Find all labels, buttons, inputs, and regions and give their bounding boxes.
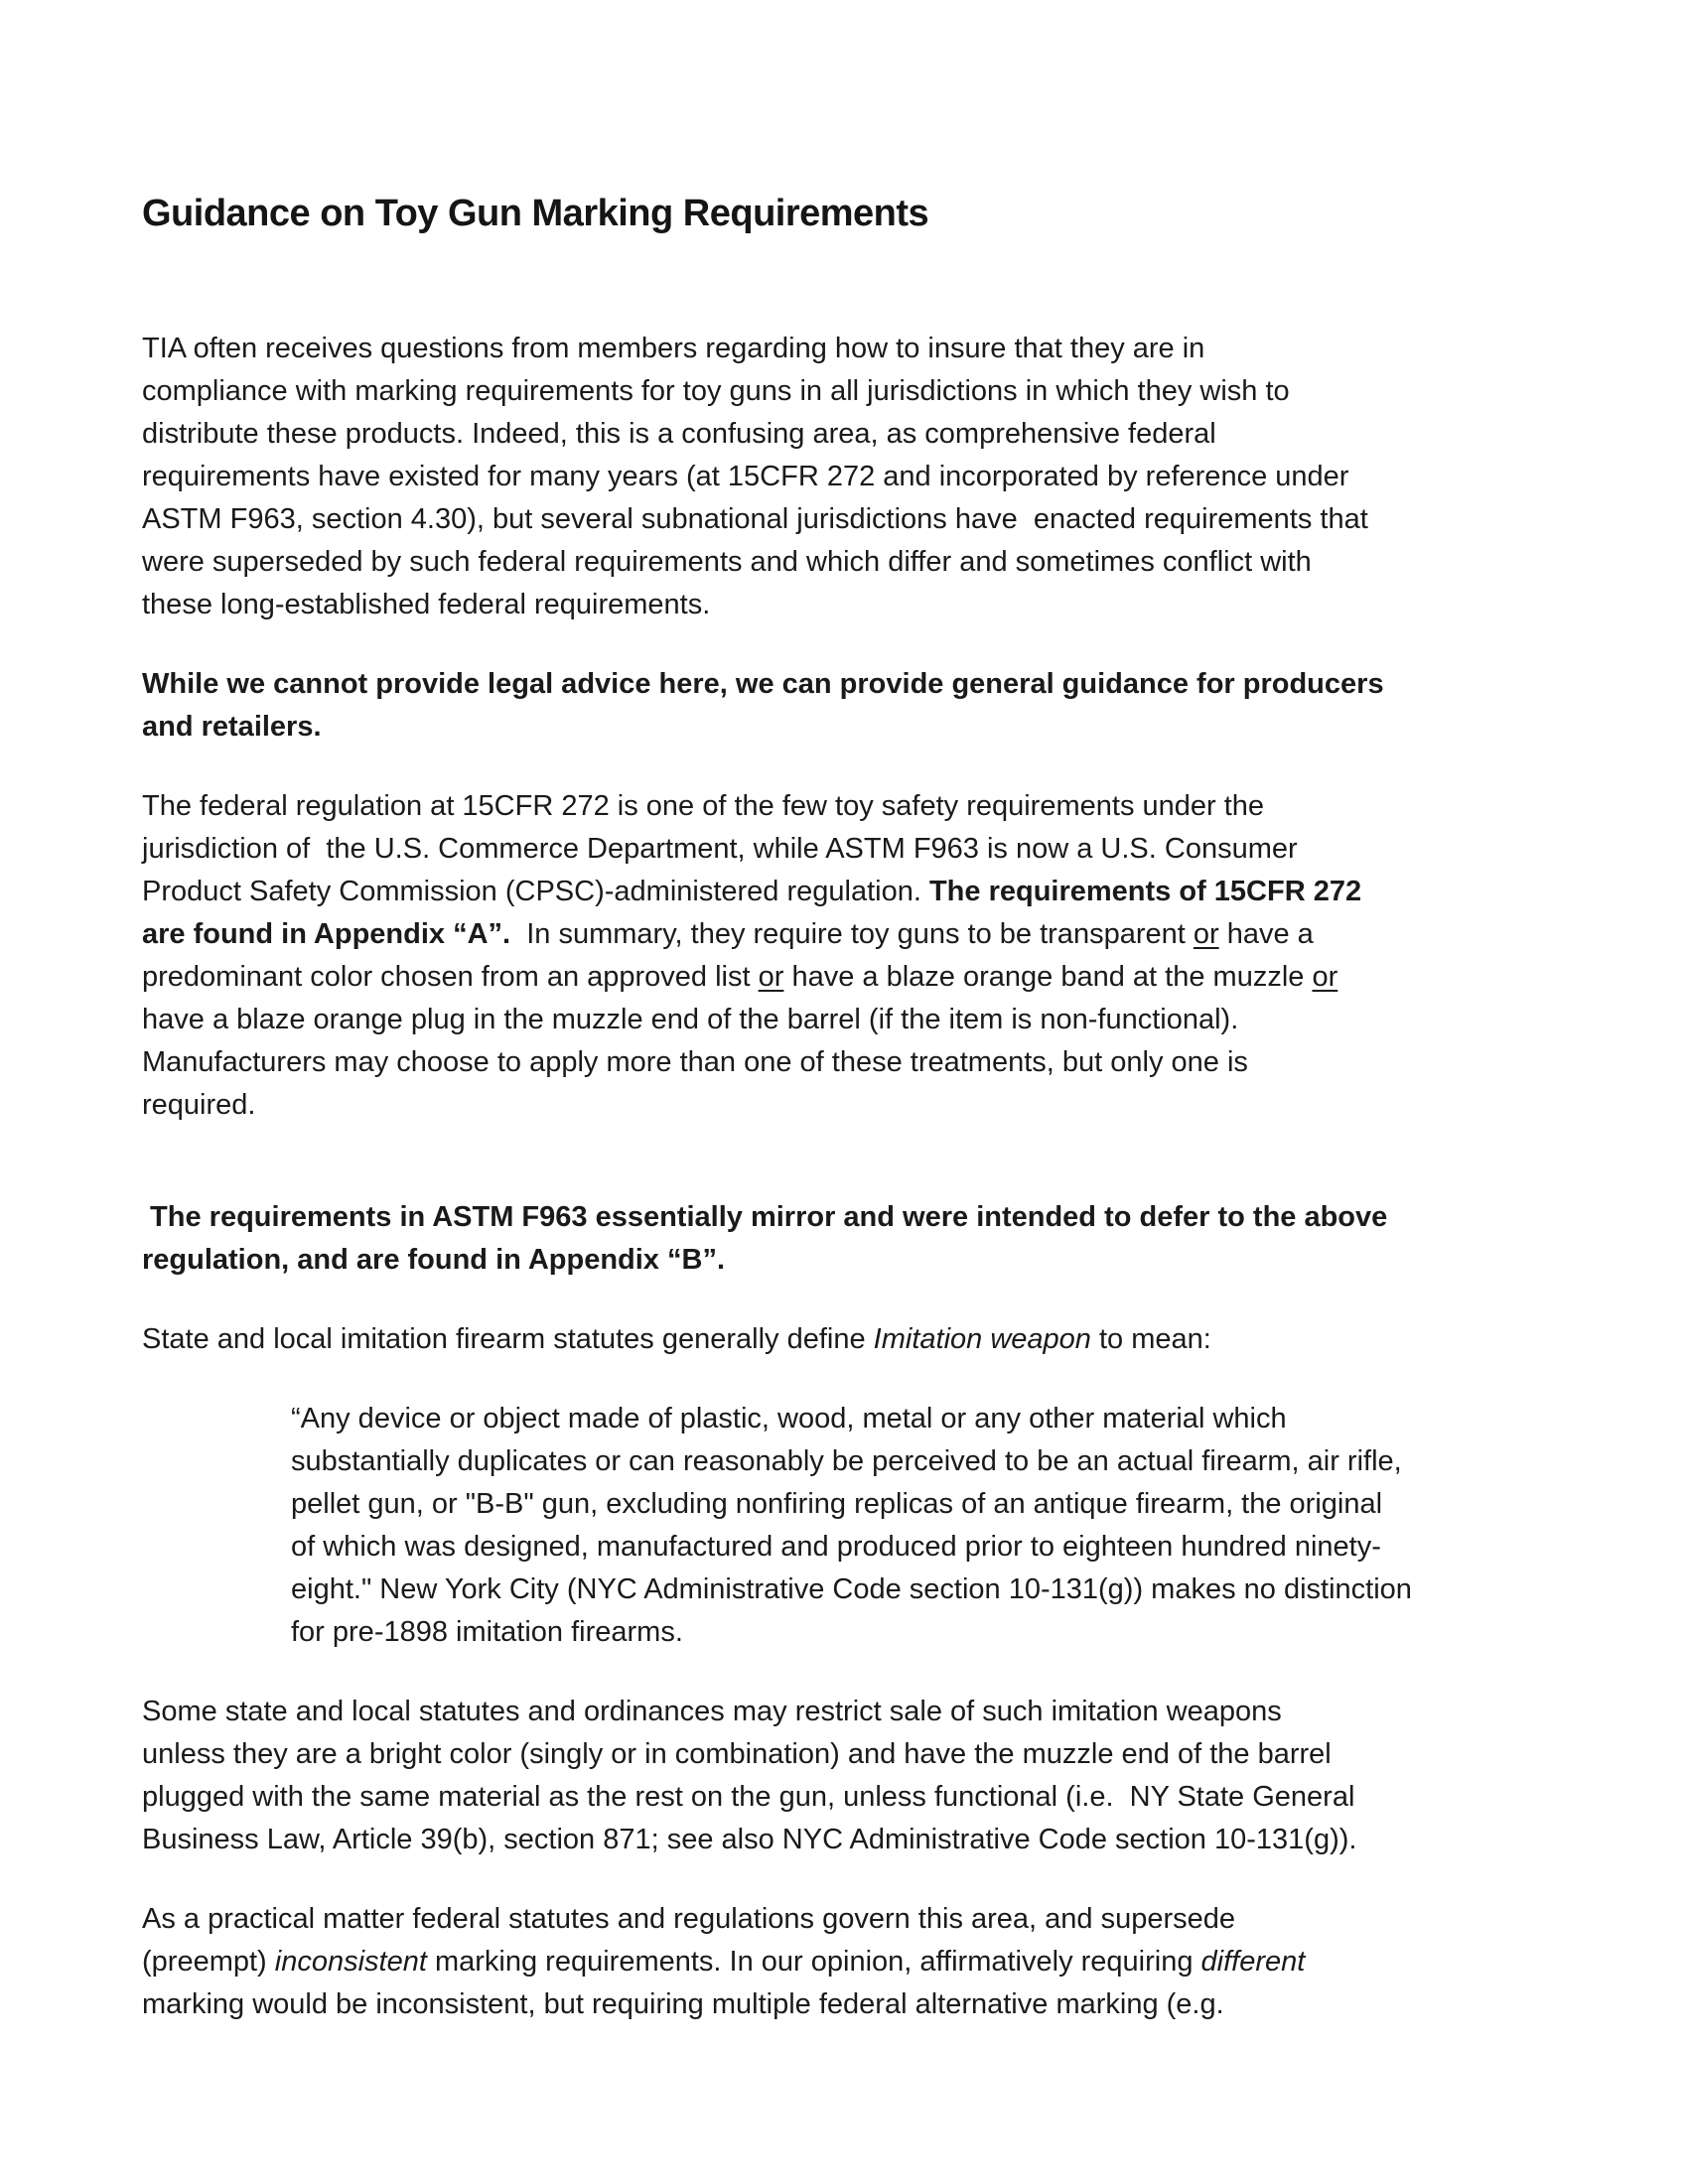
text-line (142, 1983, 1569, 2026)
text-segment: inconsistent (274, 1946, 427, 1978)
text-segment: TIA often receives questions from members regarding how to insure that they are in (142, 333, 1205, 364)
text-segment: In summary, they require toy guns to be transparent (510, 918, 1194, 950)
text-segment: required. (142, 1089, 256, 1121)
text-segment: or (758, 961, 784, 993)
text-segment: marking requirements. In our opinion, affirmatively requiring (426, 1946, 1201, 1978)
text-line (291, 1611, 1569, 1654)
text-line (142, 456, 1569, 498)
text-segment: While we cannot provide legal advice here, we can provide general guidance for producers (142, 668, 1384, 700)
text-segment: these long-established federal requirements. (142, 589, 711, 620)
text-segment: The requirements of 15CFR 272 (928, 876, 1362, 907)
text-line (142, 1318, 1569, 1361)
text-line (142, 999, 1569, 1041)
text-segment: unless they are a bright color (singly or in combination) and have the muzzle end of the barrel (142, 1738, 1332, 1770)
text-line (142, 706, 1569, 749)
text-segment: and retailers. (142, 711, 322, 743)
text-segment: or (1193, 918, 1219, 950)
text-line (142, 913, 1569, 956)
text-line (291, 1398, 1569, 1440)
text-segment: Business Law, Article 39(b), section 871; see also NYC Administrative Code section 10-131(g)). (142, 1824, 1357, 1855)
text-segment: regulation, and are found in Appendix “B”. (142, 1244, 725, 1276)
text-segment: are found in Appendix “A”. (142, 918, 511, 950)
text-line (142, 1691, 1569, 1733)
text-line (291, 1526, 1569, 1569)
text-segment: different (1200, 1946, 1306, 1978)
text-line (142, 1239, 1569, 1282)
text-segment: to mean: (1090, 1323, 1211, 1355)
text-line (142, 1041, 1569, 1084)
text-line (142, 828, 1569, 871)
text-line (142, 498, 1569, 541)
text-line (142, 584, 1569, 626)
paragraph-intro (142, 328, 1569, 626)
text-segment: have a blaze orange band at the muzzle (783, 961, 1313, 993)
text-segment: plugged with the same material as the rest on the gun, unless functional (i.e. NY State General (142, 1781, 1355, 1813)
text-segment: pellet gun, or "B-B" gun, excluding nonfiring replicas of an antique firearm, the original (291, 1488, 1383, 1520)
text-line (142, 1898, 1569, 1941)
text-segment: distribute these products. Indeed, this is a confusing area, as comprehensive federal (142, 418, 1216, 450)
document-body (142, 328, 1569, 2026)
text-segment: marking would be inconsistent, but requiring multiple federal alternative marking (e.g. (142, 1988, 1224, 2020)
text-line (142, 1733, 1569, 1776)
text-line (142, 1776, 1569, 1819)
text-segment: have a blaze orange plug in the muzzle end of the barrel (if the item is non-functional). (142, 1004, 1239, 1035)
text-segment: Some state and local statutes and ordinances may restrict sale of such imitation weapons (142, 1696, 1282, 1727)
text-segment: The requirements in ASTM F963 essentially mirror and were intended to defer to the above (142, 1201, 1388, 1233)
text-segment: “Any device or object made of plastic, wood, metal or any other material which (291, 1403, 1287, 1434)
text-line (142, 785, 1569, 828)
text-segment: The federal regulation at 15CFR 272 is one of the few toy safety requirements under the (142, 790, 1265, 822)
paragraph-state-restrictions (142, 1691, 1569, 1861)
paragraph-state-local-definition (142, 1318, 1569, 1361)
text-line (142, 956, 1569, 999)
text-segment: eight." New York City (NYC Administrative Code section 10-131(g)) makes no distinction (291, 1573, 1412, 1605)
text-segment: or (1312, 961, 1338, 993)
text-line (291, 1440, 1569, 1483)
text-segment: Imitation weapon (873, 1323, 1091, 1355)
text-segment: requirements have existed for many years (at 15CFR 272 and incorporated by reference under (142, 461, 1349, 492)
text-line (142, 871, 1569, 913)
paragraph-federal-regulation (142, 785, 1569, 1127)
text-segment: have a (1218, 918, 1314, 950)
document-title: Guidance on Toy Gun Marking Requirements (142, 193, 929, 234)
text-segment: for pre-1898 imitation firearms. (291, 1616, 683, 1648)
text-segment: were superseded by such federal requirements and which differ and sometimes conflict with (142, 546, 1312, 578)
text-segment: predominant color chosen from an approved list (142, 961, 759, 993)
text-line (291, 1483, 1569, 1526)
text-line (142, 370, 1569, 413)
text-line (142, 1196, 1569, 1239)
text-segment: Manufacturers may choose to apply more than one of these treatments, but only one is (142, 1046, 1248, 1078)
text-segment: ASTM F963, section 4.30), but several subnational jurisdictions have enacted requirements that (142, 503, 1368, 535)
text-segment: (preempt) (142, 1946, 275, 1978)
text-line (142, 328, 1569, 370)
text-segment: State and local imitation firearm statutes generally define (142, 1323, 874, 1355)
text-segment: As a practical matter federal statutes and regulations govern this area, and supersede (142, 1903, 1236, 1935)
text-line (142, 413, 1569, 456)
paragraph-preemption (142, 1898, 1569, 2026)
text-segment: Product Safety Commission (CPSC)-administered regulation. (142, 876, 929, 907)
paragraph-astm-requirements (142, 1196, 1569, 1282)
text-line (142, 541, 1569, 584)
text-line (142, 1819, 1569, 1861)
text-segment: jurisdiction of the U.S. Commerce Department, while ASTM F963 is now a U.S. Consumer (142, 833, 1298, 865)
paragraph-legal-advice-note (142, 663, 1569, 749)
text-line (142, 1084, 1569, 1127)
text-segment: of which was designed, manufactured and produced prior to eighteen hundred ninety- (291, 1531, 1381, 1563)
text-segment: substantially duplicates or can reasonably be perceived to be an actual firearm, air rifle, (291, 1445, 1402, 1477)
text-line (142, 1941, 1569, 1983)
text-line (291, 1569, 1569, 1611)
paragraph-imitation-weapon-quote (142, 1398, 1569, 1654)
text-segment: compliance with marking requirements for toy guns in all jurisdictions in which they wish to (142, 375, 1290, 407)
text-line (142, 663, 1569, 706)
